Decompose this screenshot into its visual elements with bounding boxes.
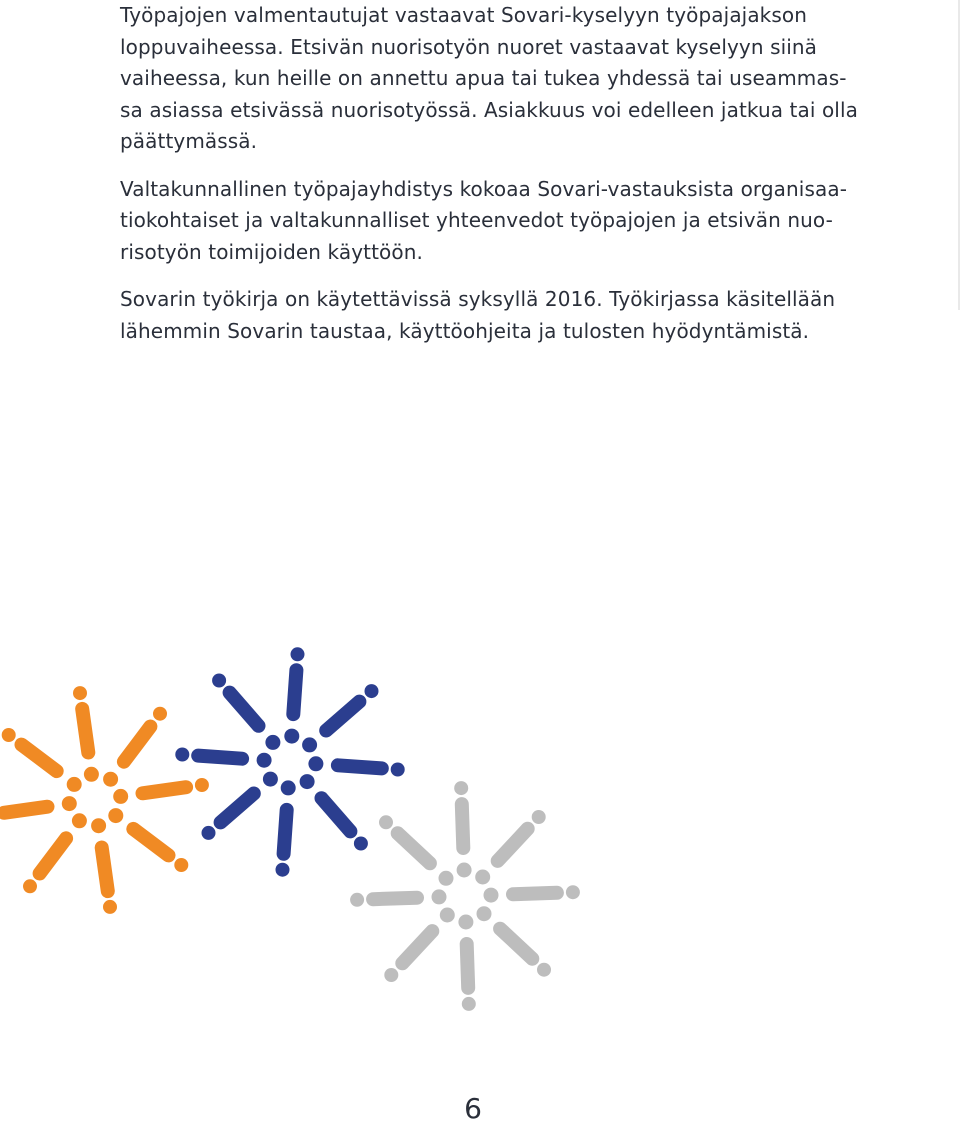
starburst-tip-dot [291, 647, 305, 661]
starburst-tip-dot [537, 963, 551, 977]
starburst-tip-dot [103, 900, 117, 914]
starburst-dot [302, 737, 317, 752]
starburst-ray [398, 833, 430, 863]
starburst-ray [4, 807, 48, 813]
starburst-dot [72, 813, 87, 828]
orange-starburst-graphic [0, 686, 209, 914]
paragraph-2 [120, 174, 848, 269]
starburst-tip-dot [532, 810, 546, 824]
starburst-tip-dot [174, 858, 188, 872]
starburst-dot [62, 796, 77, 811]
starburst-tip-dot [391, 763, 405, 777]
starburst-ray [22, 745, 57, 772]
starburst-tip-dot [365, 684, 379, 698]
starburst-dot [439, 871, 454, 886]
starburst-tip-dot [212, 674, 226, 688]
starburst-tip-dot [73, 686, 87, 700]
starburst-dot [484, 888, 499, 903]
starburst-ray [467, 944, 469, 988]
body-text [120, 0, 858, 347]
starburst-ray [338, 765, 382, 768]
text-line: loppuvaiheessa. Etsivän nuorisotyön nuoret vastaavat kyselyyn siinä [120, 34, 818, 59]
starburst-dot [84, 767, 99, 782]
text-line: lähemmin Sovarin taustaa, käyttöohjeita ja tulosten hyödyntämistä. [120, 318, 810, 343]
starburst-tip-dot [566, 885, 580, 899]
starburst-ray [373, 898, 417, 900]
text-line: risotyön toimijoiden käyttöön. [120, 239, 423, 264]
starburst-ray [326, 702, 359, 731]
paragraph-3 [120, 284, 840, 347]
starburst-ray [143, 787, 187, 793]
paragraph-1 [120, 0, 858, 158]
starburst-dot [440, 908, 455, 923]
starburst-ray [133, 829, 168, 856]
starburst-tip-dot [175, 748, 189, 762]
blue-starburst-graphic [175, 647, 404, 876]
sovari-starburst-logo [0, 640, 620, 1030]
starburst-tip-dot [379, 815, 393, 829]
starburst-ray [322, 798, 351, 831]
text-line: tiokohtaiset ja valtakunnalliset yhteenvedot työpajojen ja etsivän nuo- [120, 208, 833, 232]
starburst-dot [458, 915, 473, 930]
starburst-ray [284, 810, 287, 854]
starburst-dot [300, 774, 315, 789]
starburst-dot [113, 789, 128, 804]
starburst-ray [230, 693, 259, 726]
starburst-ray [462, 804, 464, 848]
starburst-ray [402, 931, 432, 963]
text-line: Sovarin työkirja on käytettävissä syksyllä 2016. Työkirjassa käsitellään [120, 287, 836, 311]
starburst-ray [40, 838, 67, 873]
starburst-ray [513, 893, 557, 895]
starburst-tip-dot [2, 728, 16, 742]
starburst-tip-dot [202, 826, 216, 840]
starburst-tip-dot [153, 707, 167, 721]
starburst-ray [293, 670, 296, 714]
starburst-dot [281, 780, 296, 795]
text-line: Valtakunnallinen työpajayhdistys kokoaa Sovari-vastauksista organisaa- [120, 176, 848, 201]
starburst-ray [124, 727, 150, 762]
text-line: vaiheessa, kun heille on annettu apua tai tukea yhdessä tai useammas- [120, 66, 847, 90]
starburst-dot [432, 889, 447, 904]
starburst-tip-dot [23, 879, 37, 893]
starburst-ray [500, 929, 532, 959]
starburst-ray [102, 848, 108, 892]
starburst-tip-dot [454, 781, 468, 795]
starburst-ray [498, 829, 528, 861]
starburst-dot [457, 863, 472, 878]
starburst-tip-dot [350, 893, 364, 907]
starburst-dot [284, 729, 299, 744]
starburst-tip-dot [354, 837, 368, 851]
gray-starburst-graphic [350, 781, 580, 1011]
starburst-tip-dot [195, 778, 209, 792]
starburst-dot [265, 735, 280, 750]
text-line: Työpajojen valmentautujat vastaavat Sovari-kyselyyn työpajajakson [120, 3, 807, 27]
text-line: sa asiassa etsivässä nuorisotyössä. Asiakkuus voi edelleen jatkua tai olla [120, 97, 858, 122]
starburst-dot [263, 772, 278, 787]
starburst-dot [91, 818, 106, 833]
starburst-tip-dot [384, 968, 398, 982]
starburst-dot [308, 756, 323, 771]
starburst-dot [67, 777, 82, 792]
starburst-ray [221, 794, 254, 823]
starburst-dot [108, 808, 123, 823]
starburst-dot [257, 753, 272, 768]
starburst-dot [477, 906, 492, 921]
page-number: 6 [464, 1092, 482, 1125]
text-line: päättymässä. [120, 129, 258, 153]
starburst-dot [475, 870, 490, 885]
starburst-dot [103, 772, 118, 787]
starburst-ray [198, 756, 242, 759]
starburst-tip-dot [276, 863, 290, 877]
starburst-ray [82, 709, 88, 753]
starburst-tip-dot [462, 997, 476, 1011]
